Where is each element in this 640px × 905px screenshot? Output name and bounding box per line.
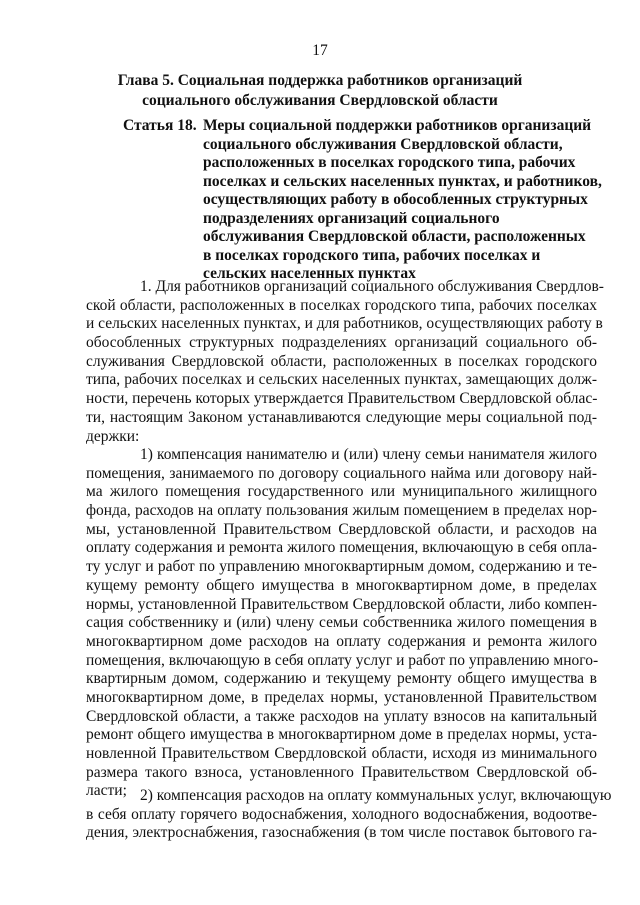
paragraph-line: типа, рабочих поселках и сельских населенных пунктах, замещающих долж- [86,371,597,389]
paragraph-line: помещения, занимаемого по договору социального найма или договору най- [86,464,597,482]
chapter-heading-line: Глава 5. Социальная поддержка работников организаций [117,72,523,89]
article-number: Статья 18. [123,117,197,134]
paragraph-line: новленной Правительством Свердловской области, исходя из минимального [86,745,597,762]
page-number: 17 [312,42,328,59]
article-title-line: сельских населенных пунктах [203,265,416,282]
paragraph-line: ма жилого помещения государственного или муниципального жилищного [86,483,597,501]
paragraph-3 [86,787,612,843]
paragraph-line: в себя оплату горячего водоснабжения, холодного водоснабжения, водоотве- [86,805,597,823]
paragraph-line: кущему ремонту общего имущества в многоквартирном доме, в пределах [86,576,597,594]
paragraph-line: держки: [86,427,140,445]
paragraph-line: 1) компенсация нанимателю и (или) члену семьи нанимателя жилого [140,446,597,463]
paragraph-line: и сельских населенных пунктах, и для работников, осуществляющих работу в [86,315,603,333]
paragraph-line: мы, установленной Правительством Свердловской области, и расходов на [86,520,597,538]
paragraph-line: оплату содержания и ремонта жилого помещения, включающую в себя опла- [86,539,597,557]
paragraph-line: помещения, включающую в себя оплату услуг и работ по управлению много- [86,651,599,669]
paragraph-line: квартирным домом, содержанию и текущему ремонту общего имущества в [86,670,597,688]
chapter-heading [0,71,640,111]
paragraph-line: ласти; [86,782,127,800]
chapter-heading-line: социального обслуживания Свердловской области [142,92,498,109]
article-title [203,117,613,284]
paragraph-line: 1. Для работников организаций социального обслуживания Свердлов- [140,278,604,295]
article-title-line: осуществляющих работу в обособленных структурных [203,191,588,208]
paragraph-line: ской области, расположенных в поселках городского типа, рабочих поселках [86,296,597,314]
paragraph-line: ности, перечень которых утверждается Правительством Свердловской облас- [86,390,598,408]
article-title-line: социального обслуживания Свердловской области, [203,135,563,153]
paragraph-line: ремонт общего имущества в многоквартирном доме в пределах нормы, уста- [86,726,597,744]
paragraph-line: обособленных структурных подразделениях организаций социального об- [86,334,597,352]
paragraph-line: сация собственнику и (или) члену семьи собственника жилого помещения в [86,614,597,632]
paragraph-line: размера такого взноса, установленного Правительством Свердловской об- [86,763,597,781]
paragraph-line: служивания Свердловской области, расположенных в поселках городского [86,352,597,370]
article-title-line: обслуживания Свердловской области, расположенных [203,228,586,245]
paragraph-1 [86,278,604,446]
article-title-line: в поселках городского типа, рабочих поселках и [203,246,541,264]
paragraph-2 [86,446,597,801]
paragraph-line: дения, электроснабжения, газоснабжения (в том числе поставок бытового га- [86,824,597,842]
paragraph-line: Свердловской области, а также расходов на уплату взносов на капитальный [86,707,597,725]
paragraph-line: ту услуг и работ по управлению многоквартирным домом, содержанию и те- [86,558,597,576]
article-title-line: подразделениях организаций социального [203,209,500,227]
paragraph-line: нормы, установленной Правительством Свердловской области, либо компен- [86,595,597,613]
paragraph-line: многоквартирном доме расходов на оплату содержания и ремонта жилого [86,632,597,650]
article-title-line: Меры социальной поддержки работников организаций [203,117,592,134]
paragraph-line: фонда, расходов на оплату пользования жилым помещением в пределах нор- [86,502,597,520]
paragraph-line: 2) компенсация расходов на оплату коммунальных услуг, включающую [140,787,612,804]
paragraph-line: многоквартирном доме, в пределах нормы, установленной Правительством [86,688,597,706]
paragraph-line: ти, настоящим Законом устанавливаются следующие меры социальной под- [86,408,597,426]
article-title-line: поселках и сельских населенных пунктах, и работников, [203,172,602,190]
article-title-line: расположенных в поселках городского типа, рабочих [203,154,576,171]
